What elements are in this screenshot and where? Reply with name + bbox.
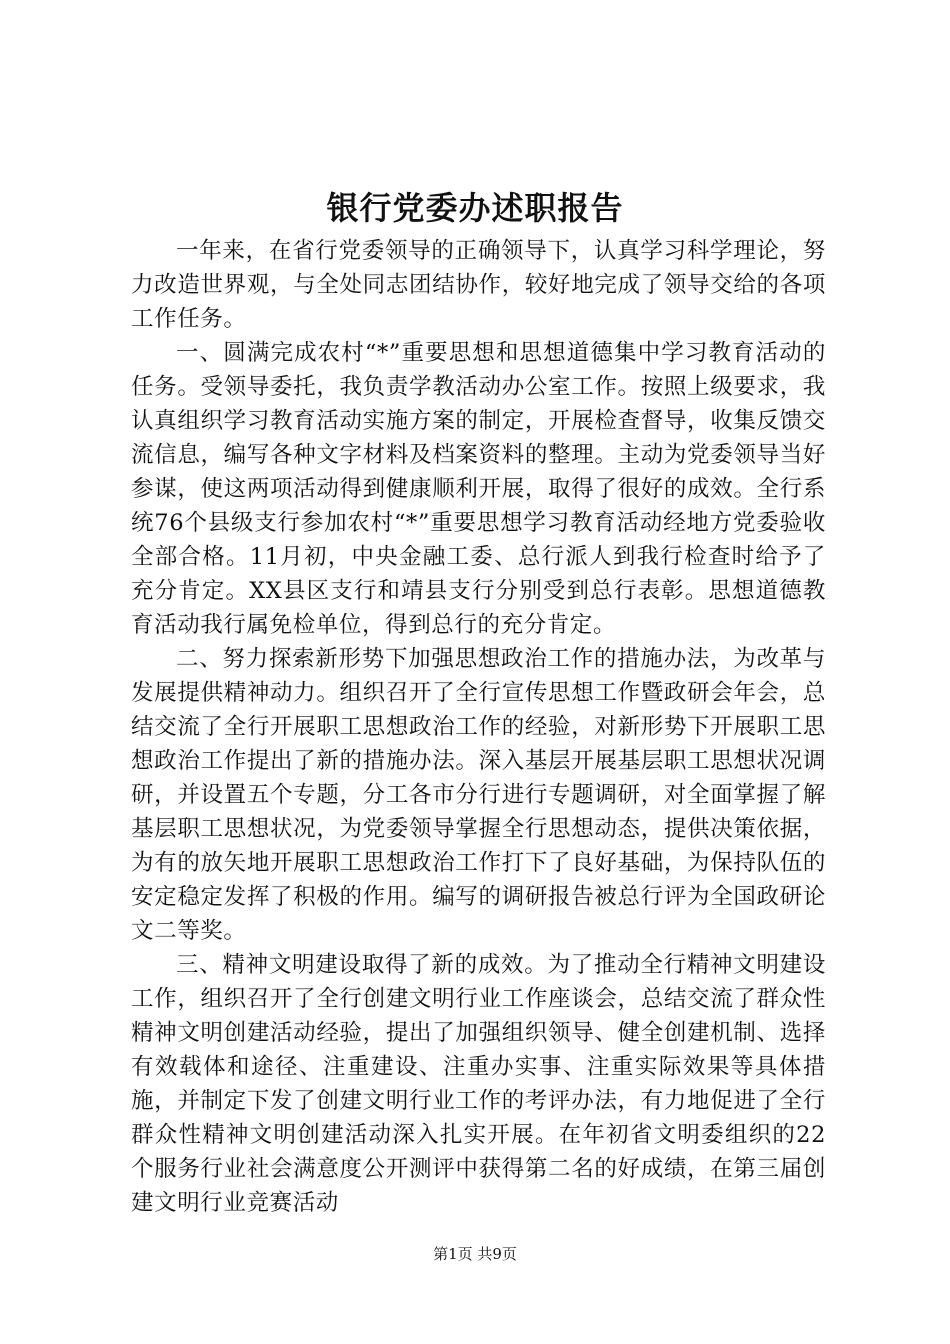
document-body [131,234,826,1220]
document-title: 银行党委办述职报告 [326,189,624,227]
page-footer: 第1页 共9页 [433,1245,517,1263]
paragraph-section-2: 二、努力探索新形势下加强思想政治工作的措施办法，为改革与发展提供精神动力。组织召开了全行宣传思想工作暨政研会年会，总结交流了全行开展职工思想政治工作的经验，对新形势下开展职工思想政治工作提出了新的措施办法。深入基层开展基层职工思想状况调研，并设置五个专题，分工各市分行进行专题调研，对全面掌握了解基层职工思想状况，为党委领导掌握全行思想动态，提供决策依据，为有的放矢地开展职工思想政治工作打下了良好基础，为保持队伍的安定稳定发挥了积极的作用。编写的调研报告被总行评为全国政研论文二等奖。 [131,646,826,944]
paragraph-section-3: 三、精神文明建设取得了新的成效。为了推动全行精神文明建设工作，组织召开了全行创建文明行业工作座谈会，总结交流了群众性精神文明创建活动经验，提出了加强组织领导、健全创建机制、选择有效载体和途径、注重建设、注重办实事、注重实际效果等具体措施，并制定下发了创建文明行业工作的考评办法，有力地促进了全行群众性精神文明创建活动深入扎实开展。在年初省文明委组织的22个服务行业社会满意度公开测评中获得第二名的好成绩，在第三届创建文明行业竞赛活动 [131,952,826,1216]
paragraph-section-1: 一、圆满完成农村“*”重要思想和思想道德集中学习教育活动的任务。受领导委托，我负责学教活动办公室工作。按照上级要求，我认真组织学习教育活动实施方案的制定，开展检查督导，收集反馈交流信息，编写各种文字材料及档案资料的整理。主动为党委领导当好参谋，使这两项活动得到健康顺利开展，取得了很好的成效。全行系统76个县级支行参加农村“*”重要思想学习教育活动经地方党委验收全部合格。11月初，中央金融工委、总行派人到我行检查时给予了充分肯定。XX县区支行和靖县支行分别受到总行表彰。思想道德教育活动我行属免检单位，得到总行的充分肯定。 [131,340,826,638]
paragraph-intro: 一年来，在省行党委领导的正确领导下，认真学习科学理论，努力改造世界观，与全处同志团结协作，较好地完成了领导交给的各项工作任务。 [131,238,826,332]
